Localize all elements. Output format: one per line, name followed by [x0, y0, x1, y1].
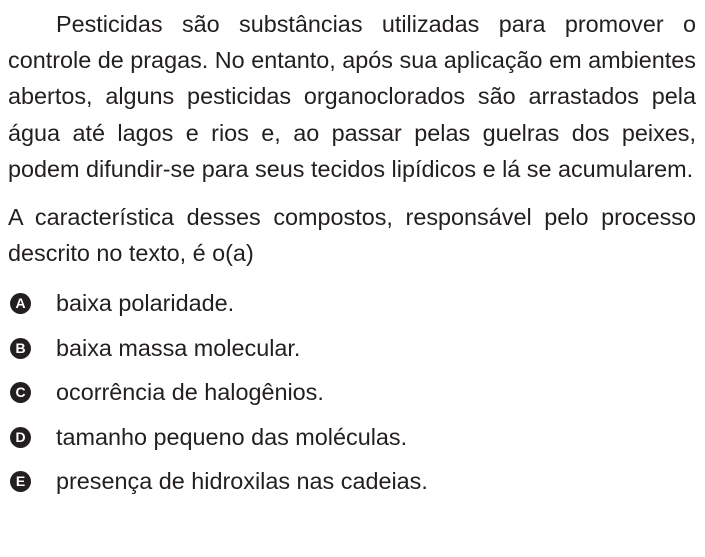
option-d[interactable] [8, 415, 696, 460]
option-letter-e-badge: E [10, 471, 31, 492]
option-e[interactable] [8, 459, 696, 504]
option-c-text: ocorrência de halogênios. [56, 379, 324, 406]
option-letter-b-badge: B [10, 338, 31, 359]
option-e-text: presença de hidroxilas nas cadeias. [56, 468, 428, 495]
answer-options [8, 281, 696, 504]
option-c[interactable] [8, 370, 696, 415]
option-b[interactable] [8, 326, 696, 371]
option-a[interactable] [8, 281, 696, 326]
question-block [8, 6, 696, 520]
option-letter-c-badge: C [10, 382, 31, 403]
option-letter-d-badge: D [10, 427, 31, 448]
question-paragraph-context: Pesticidas são substâncias utilizadas para promover o controle de pragas. No entanto, após sua aplicação em ambientes abertos, alguns pesticidas organoclorados são arrastados pela água até lagos e rios e, ao passar pelas guelras dos peixes, podem difundir-se para seus tecidos lipídicos e lá se acumularem. [8, 11, 696, 182]
option-d-text: tamanho pequeno das moléculas. [56, 423, 408, 450]
option-a-text: baixa polaridade. [56, 290, 235, 317]
option-b-text: baixa massa molecular. [56, 334, 301, 361]
option-letter-a-badge: A [10, 293, 31, 314]
question-prompt: A característica desses compostos, responsável pelo processo descrito no texto, é o(a) [8, 204, 696, 267]
